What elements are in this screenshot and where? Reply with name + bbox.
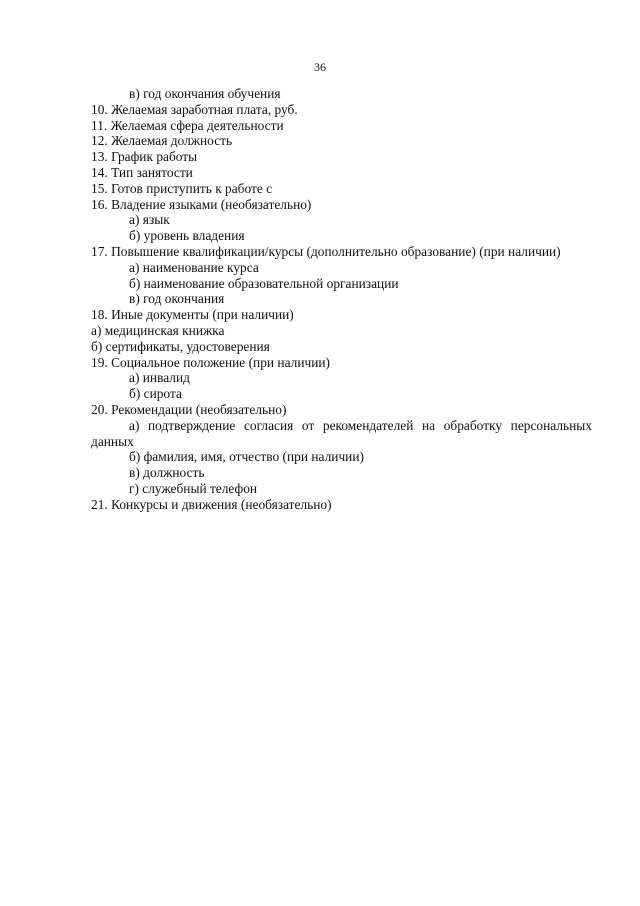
list-item: б) фамилия, имя, отчество (при наличии)	[129, 449, 364, 465]
list-item: в) год окончания обучения	[129, 86, 281, 101]
list-item: 17. Повышение квалификации/курсы (дополнительно образование) (при наличии)	[91, 243, 561, 259]
list-item: 12. Желаемая должность	[91, 133, 233, 149]
list-item: в) год окончания	[129, 291, 225, 307]
list-item: б) уровень владения	[129, 228, 245, 244]
list-item: 18. Иные документы (при наличии)	[91, 307, 294, 323]
document-body	[0, 86, 640, 513]
list-item: б) сирота	[129, 386, 182, 402]
list-item: 16. Владение языками (необязательно)	[91, 196, 312, 212]
list-item: 15. Готов приступить к работе с	[91, 180, 273, 196]
list-item: 20. Рекомендации (необязательно)	[91, 401, 287, 417]
list-item: 13. График работы	[91, 149, 198, 165]
list-item: а) инвалид	[129, 370, 190, 386]
list-item: б) сертификаты, удостоверения	[91, 338, 270, 354]
page-number: 36	[314, 60, 326, 74]
list-item-wrapped: а) подтверждение согласия от рекомендателей на обработку персональных	[129, 417, 592, 433]
list-item-continuation: данных	[91, 433, 134, 449]
list-item: г) служебный телефон	[129, 480, 258, 496]
list-item: в) должность	[129, 465, 205, 481]
list-item: 11. Желаемая сфера деятельности	[91, 117, 284, 133]
list-item: 21. Конкурсы и движения (необязательно)	[91, 496, 332, 512]
list-item: 19. Социальное положение (при наличии)	[91, 354, 331, 370]
list-item: 10. Желаемая заработная плата, руб.	[91, 101, 298, 117]
list-item: б) наименование образовательной организации	[129, 275, 399, 291]
list-item: а) язык	[129, 212, 170, 228]
list-item: а) медицинская книжка	[91, 322, 225, 338]
list-item: 14. Тип занятости	[91, 164, 193, 180]
list-item: а) наименование курса	[129, 259, 259, 275]
